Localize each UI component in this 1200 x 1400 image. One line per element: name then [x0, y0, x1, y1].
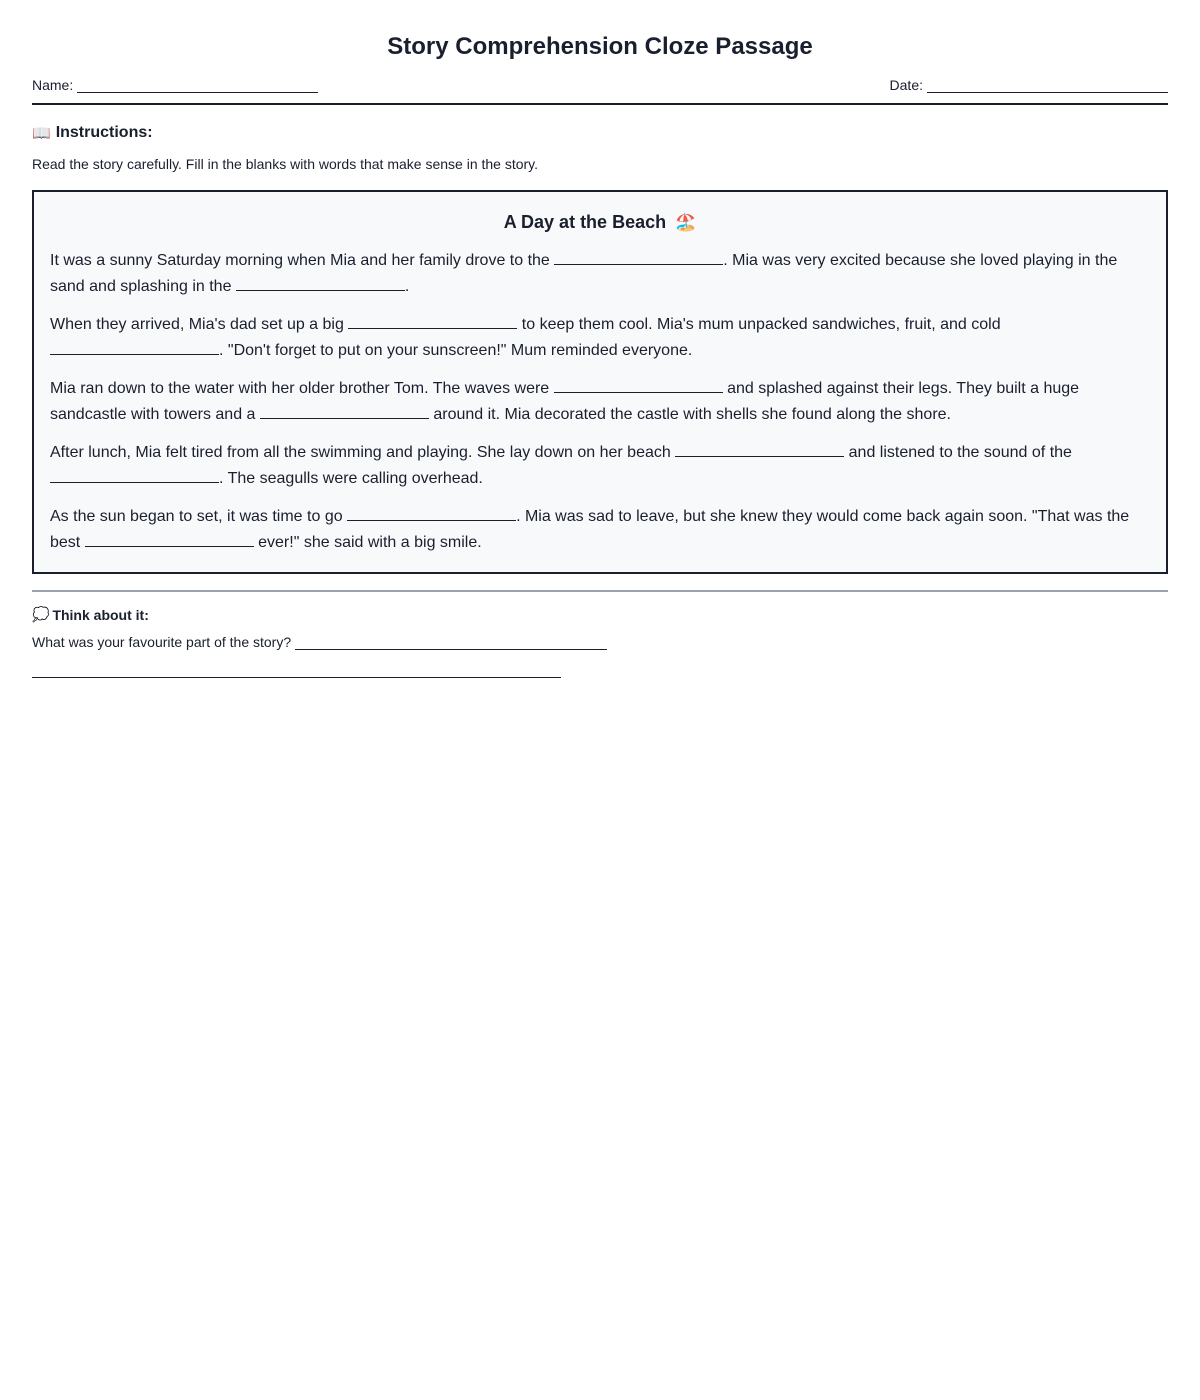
story-text: As the sun began to set, it was time to go — [50, 508, 348, 525]
blank-8[interactable] — [50, 466, 219, 483]
think-question-text: What was your favourite part of the story? — [32, 634, 292, 650]
answer-line-2[interactable] — [32, 677, 561, 678]
story-text: around it. Mia decorated the castle with shells she found along the shore. — [428, 406, 951, 423]
blank-5[interactable] — [554, 376, 723, 393]
story-text: ever!" she said with a big smile. — [253, 534, 482, 551]
story-paragraph-2 — [50, 312, 1150, 364]
story-text: and splashed against their legs. They built a huge sandcastle with towers and a — [50, 380, 1080, 423]
story-text: to keep them cool. Mia's mum unpacked sandwiches, fruit, and cold — [517, 316, 1001, 333]
think-heading — [32, 606, 149, 623]
beach-umbrella-icon: 🏖️ — [675, 213, 697, 232]
story-box — [32, 190, 1168, 574]
story-text: . Mia was sad to leave, but she knew they would come back again soon. "That was the best — [50, 508, 1130, 551]
page-title: Story Comprehension Cloze Passage — [387, 33, 813, 60]
answer-line-1[interactable] — [295, 635, 607, 650]
blank-2[interactable] — [236, 274, 405, 291]
think-question — [32, 634, 607, 650]
date-label: Date: — [889, 77, 923, 93]
think-heading-text: Think about it: — [52, 606, 149, 623]
blank-10[interactable] — [85, 530, 254, 547]
instructions-text: Read the story carefully. Fill in the blanks with words that make sense in the story. — [32, 156, 539, 172]
instructions-heading-text: Instructions: — [55, 124, 153, 141]
section-divider — [32, 590, 1168, 592]
story-text: . Mia was very excited because she loved playing in the sand and splashing in the — [50, 252, 1118, 295]
story-text: Mia ran down to the water with her older brother Tom. The waves were — [50, 380, 554, 397]
date-input-line[interactable] — [927, 78, 1168, 93]
story-text: . — [404, 278, 410, 295]
story-paragraph-1 — [50, 248, 1150, 300]
story-title-text: A Day at the Beach — [503, 212, 667, 232]
blank-3[interactable] — [348, 312, 517, 329]
story-text: and listened to the sound of the — [844, 444, 1072, 461]
story-text: After lunch, Mia felt tired from all the swimming and playing. She lay down on her beach — [50, 444, 676, 461]
story-paragraph-3 — [50, 376, 1150, 428]
blank-6[interactable] — [260, 402, 429, 419]
story-paragraph-4 — [50, 440, 1150, 492]
blank-4[interactable] — [50, 338, 219, 355]
story-text: . "Don't forget to put on your sunscreen!" Mum reminded everyone. — [219, 342, 693, 359]
name-field — [32, 77, 318, 93]
blank-7[interactable] — [675, 440, 844, 457]
instructions-heading — [32, 124, 153, 142]
name-input-line[interactable] — [77, 78, 318, 93]
blank-1[interactable] — [554, 248, 723, 265]
story-text: It was a sunny Saturday morning when Mia and her family drove to the — [50, 252, 555, 269]
open-book-icon: 📖 — [32, 125, 51, 142]
story-text: . The seagulls were calling overhead. — [219, 470, 483, 487]
thought-bubble-icon: 💭 — [32, 606, 50, 622]
date-field — [890, 77, 1168, 93]
story-text: When they arrived, Mia's dad set up a big — [50, 316, 349, 333]
blank-9[interactable] — [347, 504, 516, 521]
story-paragraph-5 — [50, 504, 1150, 556]
header-fields — [32, 77, 1168, 105]
story-title — [34, 212, 1166, 234]
name-label: Name: — [32, 77, 74, 93]
